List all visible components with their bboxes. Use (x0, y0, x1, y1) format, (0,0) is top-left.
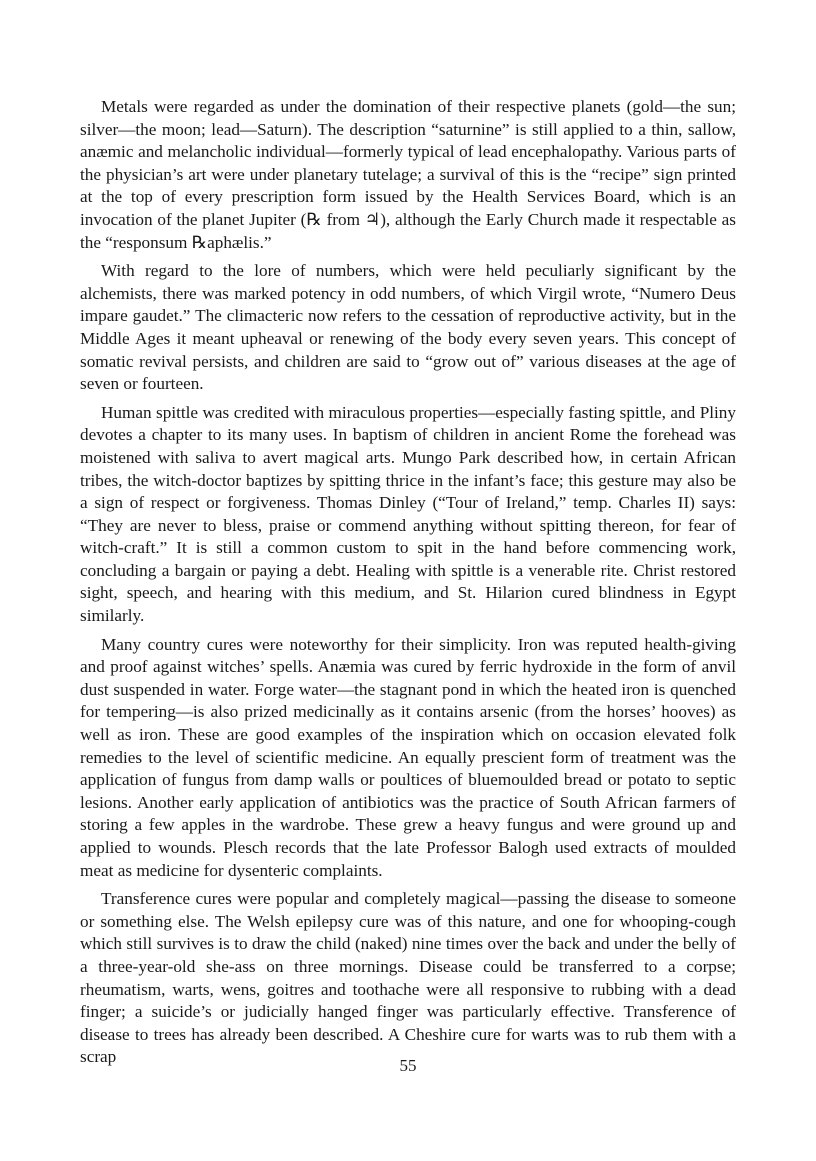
paragraph-metals-planets: Metals were regarded as under the domination of their respective planets (gold—the sun; silver—the moon; lead—Saturn). The description “saturnine” is still applied to a thin, sallow, anæmic and melancholic individual—formerly typical of lead encephalopathy. Various parts of the physician’s art were under planetary tutelage; a survival of this is the “recipe” sign printed at the top of every prescription form issued by the Health Services Board, which is an invocation of the planet Jupiter (℞ from ♃), although the Early Church made it respectable as the “responsum ℞aphælis.” (80, 97, 736, 252)
paragraph-human-spittle: Human spittle was credited with miraculous properties—especially fasting spittle, and Pliny devotes a chapter to its many uses. In baptism of children in ancient Rome the forehead was moistened with saliva to avert magical arts. Mungo Park described how, in certain African tribes, the witch-doctor baptizes by spitting thrice in the infant’s face; this gesture may also be a sign of respect or forgiveness. Thomas Dinley (“Tour of Ireland,” temp. Charles II) says: “They are never to bless, praise or commend anything without spitting thereon, for fear of witch-craft.” It is still a common custom to spit in the hand before commencing work, concluding a bargain or paying a debt. Healing with spittle is a venerable rite. Christ restored sight, speech, and hearing with this medium, and St. Hilarion cured blindness in Egypt similarly. (80, 402, 736, 626)
page-number: 55 (399, 1056, 417, 1075)
body-text (80, 96, 736, 1075)
paragraph-transference-cures: Transference cures were popular and completely magical—passing the disease to someone or something else. The Welsh epilepsy cure was of this nature, and one for whooping-cough which still survives is to draw the child (naked) nine times over the back and under the belly of a three-year-old she-ass on three mornings. Disease could be transferred to a corpse; rheumatism, warts, wens, goitres and toothache were all responsive to rubbing with a dead finger; a suicide’s or judicially hanged finger was particularly effective. Transference of disease to trees has already been described. A Cheshire cure for warts was to rub them with a scrap (80, 889, 736, 1067)
paragraph-country-cures: Many country cures were noteworthy for their simplicity. Iron was reputed health-giving and proof against witches’ spells. Anæmia was cured by ferric hydroxide in the form of anvil dust suspended in water. Forge water—the stagnant pond in which the heated iron is quenched for tempering—is also prized medicinally as it contains arsenic (from the horses’ hooves) as well as iron. These are good examples of the inspiration which on occasion elevated folk remedies to the level of scientific medicine. An equally prescient form of treatment was the application of fungus from damp walls or poultices of bluemoulded bread or potato to septic lesions. Another early application of antibiotics was the practice of South African farmers of storing a few apples in the wardrobe. These grew a heavy fungus and were ground up and applied to wounds. Plesch records that the late Professor Balogh used extracts of moulded meat as medicine for dysenteric complaints. (80, 634, 736, 880)
paragraph-lore-of-numbers: With regard to the lore of numbers, which were held peculiarly significant by the alchemists, there was marked potency in odd numbers, of which Virgil wrote, “Numero Deus impare gaudet.” The climacteric now refers to the cessation of reproductive activity, but in the Middle Ages it meant upheaval or renewing of the body every seven years. This concept of somatic revival persists, and children are said to “grow out of” various diseases at the age of seven or fourteen. (80, 261, 736, 394)
